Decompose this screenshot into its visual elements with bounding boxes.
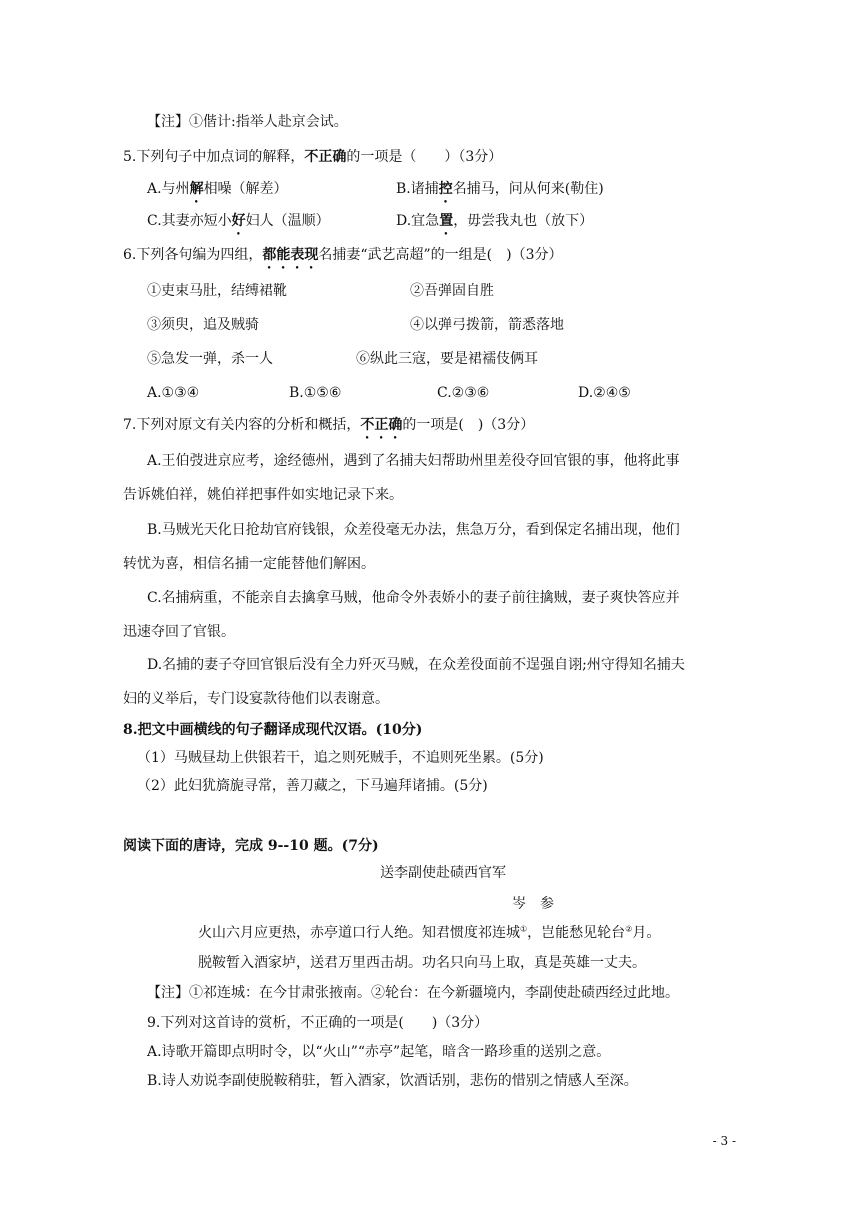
q9-option-b: B.诗人劝说李副使脱鞍稍驻，暂入酒家，饮酒话别，悲伤的惜别之情感人至深。: [147, 1073, 638, 1089]
q7-option-b-line1: B.马贼光天化日抢劫官府钱银，众差役毫无办法，焦急万分，看到保定名捕出现，他们: [147, 522, 680, 538]
poem-line-2: 脱鞍暂入酒家垆，送君万里西击胡。功名只向马上取，真是英雄一丈夫。: [198, 955, 646, 971]
footnote-marker-1: ①: [520, 924, 528, 934]
q7-option-c-line1: C.名捕病重，不能亲自去擒拿马贼，他命令外表娇小的妻子前往擒贼，妻子爽快答应并: [147, 590, 680, 606]
question-9: 9.下列对这首诗的赏析，不正确的一项是( )（3分）: [147, 1015, 489, 1031]
q6-option-c: C.②③⑥: [437, 385, 490, 401]
q5-a-pre: A.与州: [147, 181, 190, 197]
q5-a-post: 相噪（解差）: [203, 181, 288, 197]
q5-text-post: 的一项是（ ）（3分）: [346, 149, 503, 165]
q7-option-a-line1: A.王伯弢进京应考，途经德州，遇到了名捕夫妇帮助州里差役夺回官银的事，他将此事: [147, 453, 680, 469]
q5-c-post: 妇人（温顺）: [245, 213, 330, 229]
q6-text-post: 名捕妻“武艺高超”的一组是( )（3分）: [318, 247, 563, 263]
poem-line-1-part-a: 火山六月应更热，赤亭道口行人绝。知君惯度祁连城: [198, 925, 520, 941]
q5-d-post: ，毋尝我丸也（放下）: [453, 213, 594, 229]
poem-note: 【注】①祁连城：在今甘肃张掖南。②轮台：在今新疆境内，李副使赴碛西经过此地。: [147, 985, 679, 1001]
q7-text-post: 的一项是( )（3分）: [402, 417, 535, 433]
q6-sentence-5: ⑤急发一弹，杀一人: [147, 351, 273, 367]
q6-sentence-1: ①吏束马肚，结缚裙靴: [147, 283, 287, 299]
q5-text-pre: 5.下列句子中加点词的解释，: [123, 149, 305, 165]
q7-emphasis: 不正确: [360, 417, 403, 433]
poem-title: 送李副使赴碛西官军: [380, 865, 506, 881]
q9-option-a: A.诗歌开篇即点明时令，以“火山”“赤亭”起笔，暗含一路珍重的送别之意。: [147, 1044, 611, 1060]
page-number: - 3 -: [712, 1134, 736, 1148]
q5-option-d: [396, 212, 593, 238]
q6-option-d: D.②④⑤: [578, 385, 631, 401]
q6-emphasis: 都能表现: [262, 247, 319, 263]
footnote-marker-2: ②: [625, 924, 633, 934]
question-6: [123, 246, 563, 272]
question-7: [123, 416, 534, 442]
q8-sentence-1: （1）马贼昼劫上供银若干，追之则死贼手，不追则死坐累。(5分): [137, 750, 544, 766]
q5-b-post: 名捕马，问从何来(勒住): [452, 181, 604, 197]
note-1: 【注】①偕计:指举人赴京会试。: [147, 114, 348, 130]
q5-b-pre: B.诸捕: [396, 181, 439, 197]
q6-sentence-4: ④以弹弓拨箭，箭悉落地: [410, 317, 564, 333]
q6-option-a: A.①③④: [147, 385, 200, 401]
q6-sentence-3: ③须臾，追及贼骑: [147, 317, 259, 333]
q5-option-c: [147, 212, 330, 238]
q5-d-pre: D.宜急: [396, 213, 440, 229]
q8-sentence-2: （2）此妇犹旖旎寻常，善刀藏之，下马遍拜诸捕。(5分): [137, 778, 488, 794]
q5-a-dotted: 解: [189, 181, 204, 197]
q7-option-b-line2: 转忧为喜，相信名捕一定能替他们解困。: [123, 556, 375, 572]
q7-text-pre: 7.下列对原文有关内容的分析和概括，: [123, 417, 361, 433]
q5-emphasis: 不正确: [304, 149, 347, 165]
q5-option-a: [147, 180, 288, 206]
poem-line-1-part-c: 月。: [632, 925, 661, 941]
q7-option-d-line2: 妇的义举后，专门设宴款待他们以表谢意。: [123, 691, 389, 707]
q5-c-pre: C.其妻亦短小: [147, 213, 232, 229]
q5-c-dotted: 好: [231, 213, 246, 229]
q5-d-dotted: 置: [439, 213, 454, 229]
q7-option-a-line2: 告诉姚伯祥，姚伯祥把事件如实地记录下来。: [123, 487, 403, 503]
poem-line-1-part-b: ，岂能愁见轮台: [527, 925, 626, 941]
q6-sentence-6: ⑥纵此三寇，要是裙襦伎俩耳: [356, 351, 538, 367]
q5-b-dotted: 控: [438, 181, 453, 197]
q6-option-b: B.①⑤⑥: [289, 385, 342, 401]
q7-option-c-line2: 迅速夺回了官银。: [123, 624, 235, 640]
question-5: [123, 148, 502, 166]
q6-sentence-2: ②吾弹固自胜: [410, 283, 494, 299]
poem-intro: 阅读下面的唐诗，完成 9--10 题。(7分): [123, 838, 379, 854]
poem-line-1: [198, 924, 660, 942]
q6-text-pre: 6.下列各句编为四组，: [123, 247, 263, 263]
question-8: 8.把文中画横线的句子翻译成现代汉语。(10分): [123, 722, 423, 738]
q7-option-d-line1: D.名捕的妻子夺回官银后没有全力歼灭马贼，在众差役面前不逞强自诩;州守得知名捕夫: [147, 657, 685, 673]
poem-author: 岑 参: [512, 896, 554, 912]
q5-option-b: [396, 180, 604, 206]
